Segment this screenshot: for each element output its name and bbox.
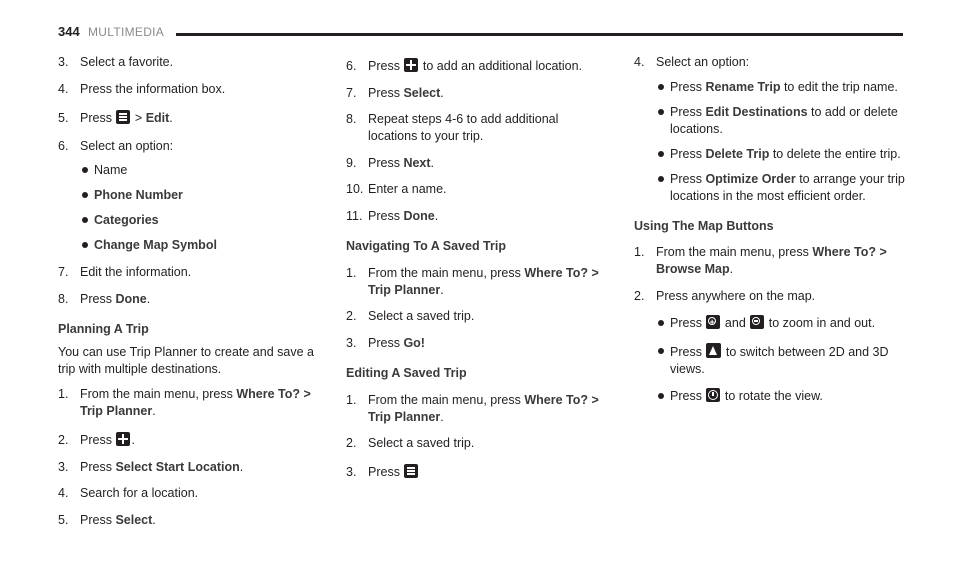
intro-paragraph: You can use Trip Planner to create and save a trip with multiple destinations. xyxy=(58,345,314,376)
plan-step-1 xyxy=(58,386,328,420)
step-text: Select a favorite. xyxy=(80,55,174,69)
step-text: Enter a name. xyxy=(368,182,447,196)
step-text: From the main menu, press Where To? > Trip Planner. xyxy=(368,393,599,424)
menu-icon xyxy=(116,110,130,124)
step-6 xyxy=(58,138,328,155)
step-4 xyxy=(634,54,914,71)
step-number: 1. xyxy=(346,393,357,407)
step-text: Press to add an additional location. xyxy=(368,59,583,73)
step-8 xyxy=(58,291,328,308)
heading-planning-a-trip: Planning A Trip xyxy=(58,322,149,336)
step-number: 7. xyxy=(58,265,69,279)
step-number: 5. xyxy=(58,111,69,125)
step-text: Press Select. xyxy=(80,513,156,527)
step-text: Select a saved trip. xyxy=(368,309,475,323)
step-text: Press the information box. xyxy=(80,82,226,96)
nav-step-2 xyxy=(346,308,606,325)
step-7 xyxy=(346,85,606,102)
step-number: 7. xyxy=(346,86,357,100)
step-number: 2. xyxy=(346,309,357,323)
step-text: Press anywhere on the map. xyxy=(656,289,816,303)
rotate-instruction: Press to rotate the view. xyxy=(634,388,914,405)
heading-editing-saved-trip: Editing A Saved Trip xyxy=(346,366,467,380)
map-step-1 xyxy=(634,244,914,278)
step-number: 3. xyxy=(346,336,357,350)
step-number: 4. xyxy=(634,55,645,69)
edit-step-1 xyxy=(346,392,606,426)
step-3 xyxy=(58,54,328,71)
step-number: 2. xyxy=(58,433,69,447)
step-5 xyxy=(58,110,328,127)
step-text: Press > Edit. xyxy=(80,111,173,125)
step-text: Press Next. xyxy=(368,156,435,170)
step-text: Press Done. xyxy=(368,209,439,223)
step-text: Edit the information. xyxy=(80,265,192,279)
step-text: From the main menu, press Where To? > Trip Planner. xyxy=(368,266,599,297)
step-number: 5. xyxy=(58,513,69,527)
step-number: 3. xyxy=(346,465,357,479)
step-text: Press Done. xyxy=(80,292,151,306)
step-number: 1. xyxy=(634,245,645,259)
nav-step-1 xyxy=(346,265,606,299)
plan-step-5 xyxy=(58,512,328,529)
step-text: Select a saved trip. xyxy=(368,436,475,450)
option-rename-trip: Press Rename Trip to edit the trip name. xyxy=(634,79,914,96)
step-number: 11. xyxy=(346,209,363,223)
step-number: 8. xyxy=(346,112,357,126)
step-text: Press Select Start Location. xyxy=(80,460,244,474)
step-number: 3. xyxy=(58,460,69,474)
step-text: Search for a location. xyxy=(80,486,199,500)
section-title: MULTIMEDIA xyxy=(88,25,165,39)
step-text: Press Go! xyxy=(368,336,425,350)
step-text: Select an option: xyxy=(656,55,750,69)
perspective-instruction: Press to switch between 2D and 3D views. xyxy=(634,343,914,378)
step-number: 2. xyxy=(634,289,645,303)
page-header xyxy=(58,24,903,44)
option-phone-number: Phone Number xyxy=(58,187,328,204)
perspective-icon xyxy=(706,343,721,358)
step-text: Press xyxy=(368,464,606,481)
step-9 xyxy=(346,155,606,172)
step-number: 6. xyxy=(346,59,357,73)
nav-step-3 xyxy=(346,335,606,352)
option-delete-trip: Press Delete Trip to delete the entire trip. xyxy=(634,146,914,163)
add-icon xyxy=(116,432,130,446)
step-number: 1. xyxy=(346,266,357,280)
edit-step-3 xyxy=(346,464,606,481)
step-number: 4. xyxy=(58,82,69,96)
add-icon xyxy=(404,58,418,72)
step-6 xyxy=(346,58,606,75)
heading-navigating-to-saved-trip: Navigating To A Saved Trip xyxy=(346,239,506,253)
step-text: From the main menu, press Where To? > Browse Map. xyxy=(656,245,887,276)
step-number: 8. xyxy=(58,292,69,306)
step-8 xyxy=(346,111,606,145)
step-text: Press Select. xyxy=(368,86,444,100)
edit-step-2 xyxy=(346,435,606,452)
zoom-in-icon xyxy=(706,315,720,329)
page-number: 344 xyxy=(58,24,80,39)
step-number: 10. xyxy=(346,182,364,196)
option-optimize-order: Press Optimize Order to arrange your trip locations in the most efficient order. xyxy=(634,171,914,205)
plan-step-2 xyxy=(58,432,328,449)
step-number: 6. xyxy=(58,139,69,153)
step-text: Select an option: xyxy=(80,139,174,153)
option-name: Name xyxy=(58,162,328,179)
step-10 xyxy=(346,181,606,198)
step-number: 4. xyxy=(58,486,69,500)
step-number: 3. xyxy=(58,55,69,69)
zoom-out-icon xyxy=(750,315,764,329)
step-text: Press . xyxy=(80,433,135,447)
step-11 xyxy=(346,208,606,225)
plan-step-3 xyxy=(58,459,328,476)
option-change-map-symbol: Change Map Symbol xyxy=(58,237,328,254)
rotate-icon xyxy=(706,388,720,402)
option-edit-destinations: Press Edit Destinations to add or delete locations. xyxy=(634,104,914,138)
step-number: 1. xyxy=(58,387,69,401)
step-4 xyxy=(58,81,328,98)
header-rule xyxy=(176,33,903,36)
option-categories: Categories xyxy=(58,212,328,229)
step-7 xyxy=(58,264,328,281)
step-number: 2. xyxy=(346,436,357,450)
step-number: 9. xyxy=(346,156,357,170)
plan-step-4 xyxy=(58,485,328,502)
step-text: Repeat steps 4-6 to add additional locations to your trip. xyxy=(368,112,559,143)
map-step-2 xyxy=(634,288,914,305)
step-text: From the main menu, press Where To? > Trip Planner. xyxy=(80,387,311,418)
zoom-instruction: Press + and to zoom in and out. xyxy=(634,315,914,332)
heading-using-map-buttons: Using The Map Buttons xyxy=(634,219,774,233)
menu-icon xyxy=(404,464,418,478)
